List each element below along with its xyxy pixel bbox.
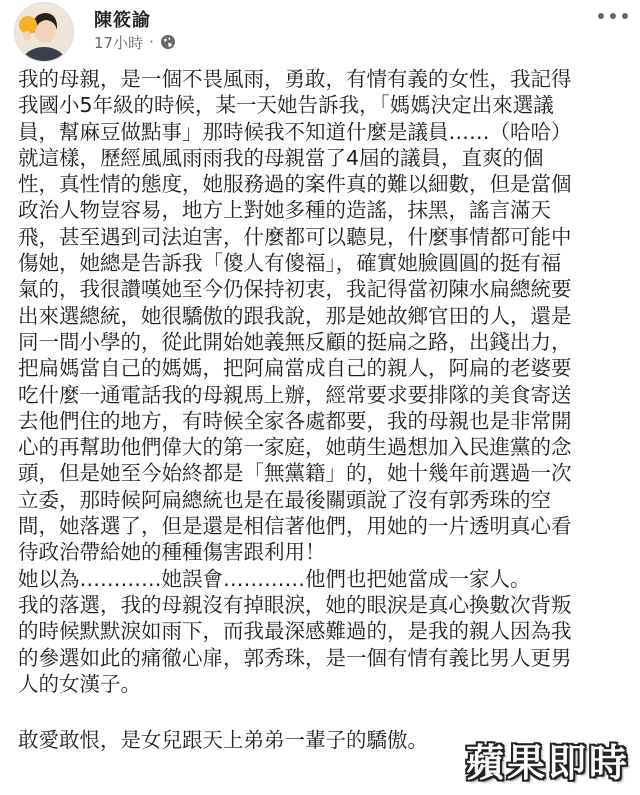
post-line: 政治人物豈容易，地方上對她多種的造謠，抹黑，謠言滿天	[18, 198, 551, 223]
post-closing-line: 敢愛敢恨，是女兒跟天上弟弟一輩子的驕傲。	[18, 728, 428, 753]
post-line: 間，她落選了，但是還是相信著他們，用她的一片透明真心看	[18, 514, 572, 539]
post-timestamp[interactable]: 17小時	[94, 33, 144, 52]
post-text	[18, 66, 630, 753]
post-line: 的時候默默淚如雨下，而我最深感難過的，是我的親人因為我	[18, 619, 572, 644]
post-line: 氣的，我很讚嘆她至今仍保持初衷，我記得當初陳水扁總統要	[18, 277, 572, 302]
globe-icon[interactable]	[160, 34, 176, 50]
post-line: 待政治帶給她的種種傷害跟利用！	[18, 540, 326, 565]
post-line: 吃什麼一通電話我的母親馬上辦，經常要求要排隊的美食寄送	[18, 382, 572, 407]
more-dot	[610, 13, 616, 19]
paragraph-gap	[18, 697, 630, 727]
post-line: 員，幫麻豆做點事」那時候我不知道什麼是議員……（哈哈）	[18, 119, 572, 144]
avatar-photo-icon	[15, 3, 73, 61]
watermark-logo: 蘋果即時	[465, 741, 630, 785]
post-line: 我的落選，我的母親沒有掉眼淚，她的眼淚是真心換數次背叛	[18, 592, 572, 617]
post-line: 去他們住的地方，有時候全家各處都要，我的母親也是非常開	[18, 408, 572, 433]
post-line: 我的母親，是一個不畏風雨，勇敢，有情有義的女性，我記得	[18, 67, 572, 91]
author-name[interactable]: 陳筱諭	[94, 10, 151, 31]
post-line: 傷她，她總是告訴我「傻人有傻福」，確實她臉圓圓的挺有福	[18, 251, 562, 276]
post-line: 頭，但是她至今始終都是「無黨籍」的，她十幾年前選過一次	[18, 461, 572, 486]
post-header	[0, 0, 640, 64]
post-line: 把扁媽當自己的媽媽，把阿扁當成自己的親人，阿扁的老婆要	[18, 356, 572, 381]
post-line: 人的女漢子。	[18, 671, 141, 696]
post-line: 心的再幫助他們偉大的第一家庭，她萌生過想加入民進黨的念	[18, 435, 572, 460]
more-dot	[622, 13, 628, 19]
meta-separator: ·	[149, 33, 154, 51]
post-line: 立委，那時候阿扁總統也是在最後關頭說了沒有郭秀珠的空	[18, 487, 551, 512]
post-meta	[94, 32, 176, 52]
post-line: 就這樣，歷經風風雨雨我的母親當了4屆的議員，直爽的個	[18, 145, 544, 170]
post-line: 性，真性情的態度，她服務過的案件真的難以細數，但是當個	[18, 172, 572, 197]
more-dot	[598, 13, 604, 19]
more-horizontal-icon[interactable]	[598, 8, 628, 24]
avatar[interactable]	[14, 2, 74, 62]
post-line: 出來選總統，她很驕傲的跟我說，那是她故鄉官田的人，還是	[18, 303, 572, 328]
post-line: 的參選如此的痛徹心扉，郭秀珠，是一個有情有義比男人更男	[18, 645, 572, 670]
post-line: 我國小5年級的時候，某一天她告訴我，「媽媽決定出來選議	[18, 93, 554, 118]
post-line: 她以為…………她誤會…………他們也把她當成一家人。	[18, 566, 531, 591]
post-line: 同一間小學的，從此開始她義無反顧的挺扁之路，出錢出力，	[18, 329, 572, 354]
post-line: 飛，甚至遇到司法迫害，什麼都可以聽見，什麼事情都可能中	[18, 224, 572, 249]
